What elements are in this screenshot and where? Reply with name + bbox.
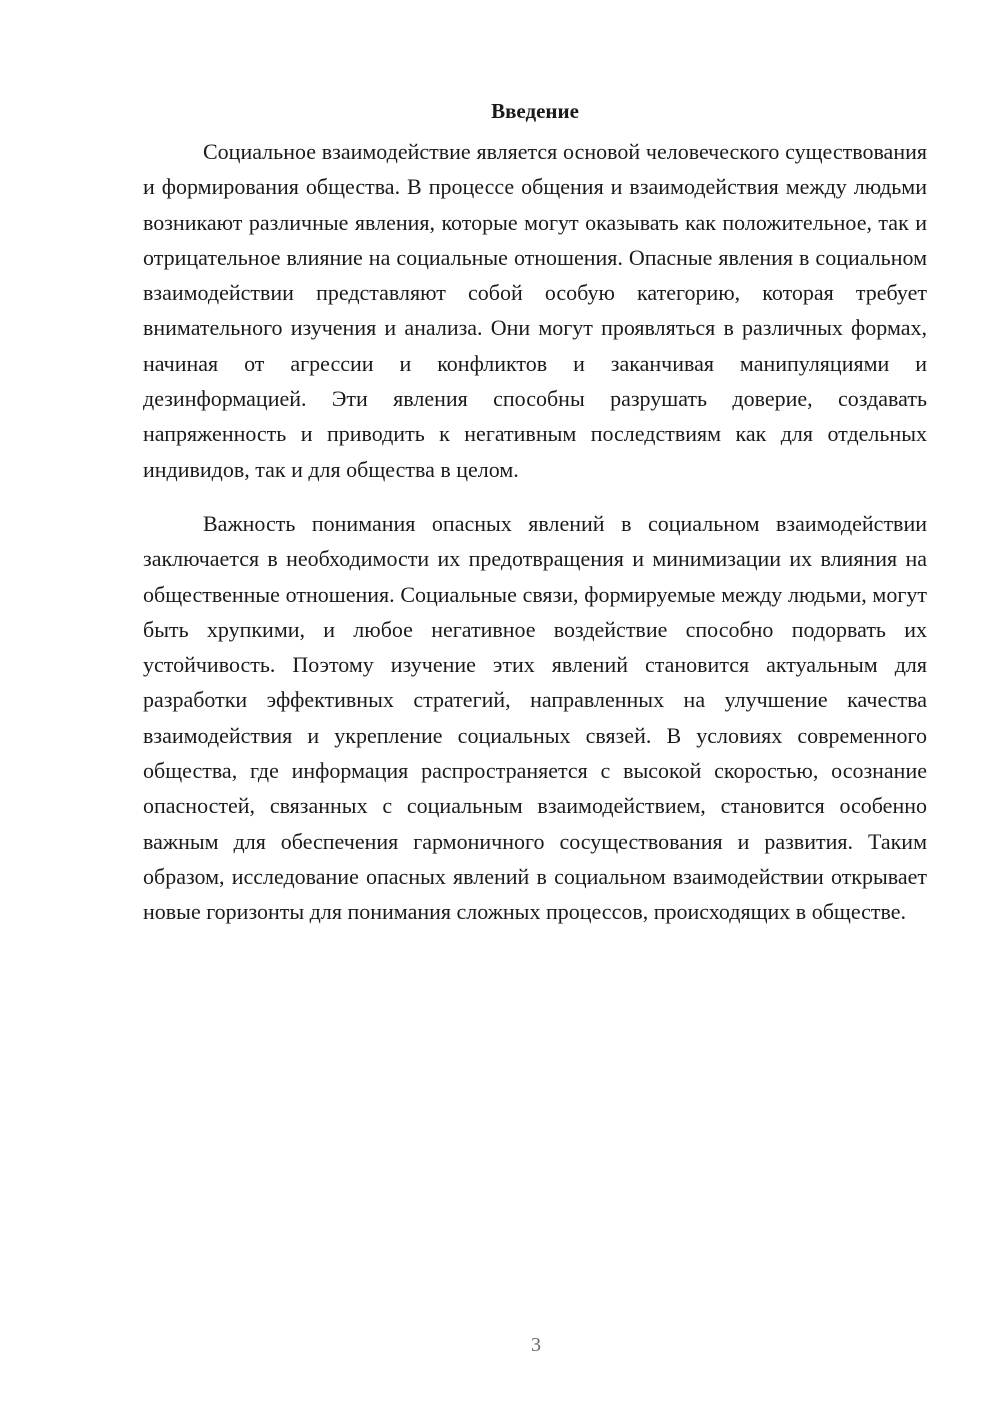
section-heading: Введение [491,99,579,123]
page-content [143,97,927,930]
paragraph-1: Социальное взаимодействие является основой человеческого существования и формирования общества. В процессе общения и взаимодействия между людьми возникают различные явления, которые могут оказывать как положительное, так и отрицательное влияние на социальные отношения. Опасные явления в социальном взаимодействии представляют собой особую категорию, которая требует внимательного изучения и анализа. Они могут проявляться в различных формах, начиная от агрессии и конфликтов и заканчивая манипуляциями и дезинформацией. Эти явления способны разрушать доверие, создавать напряженность и приводить к негативным последствиям как для отдельных индивидов, так и для общества в целом. [143,139,927,482]
paragraph-2: Важность понимания опасных явлений в социальном взаимодействии заключается в необходимости их предотвращения и минимизации их влияния на общественные отношения. Социальные связи, формируемые между людьми, могут быть хрупкими, и любое негативное воздействие способно подорвать их устойчивость. Поэтому изучение этих явлений становится актуальным для разработки эффективных стратегий, направленных на улучшение качества взаимодействия и укрепление социальных связей. В условиях современного общества, где информация распространяется с высокой скоростью, осознание опасностей, связанных с социальным взаимодействием, становится особенно важным для обеспечения гармоничного сосуществования и развития. Таким образом, исследование опасных явлений в социальном взаимодействии открывает новые горизонты для понимания сложных процессов, происходящих в обществе. [143,510,927,925]
page-number: 3 [531,1334,541,1356]
